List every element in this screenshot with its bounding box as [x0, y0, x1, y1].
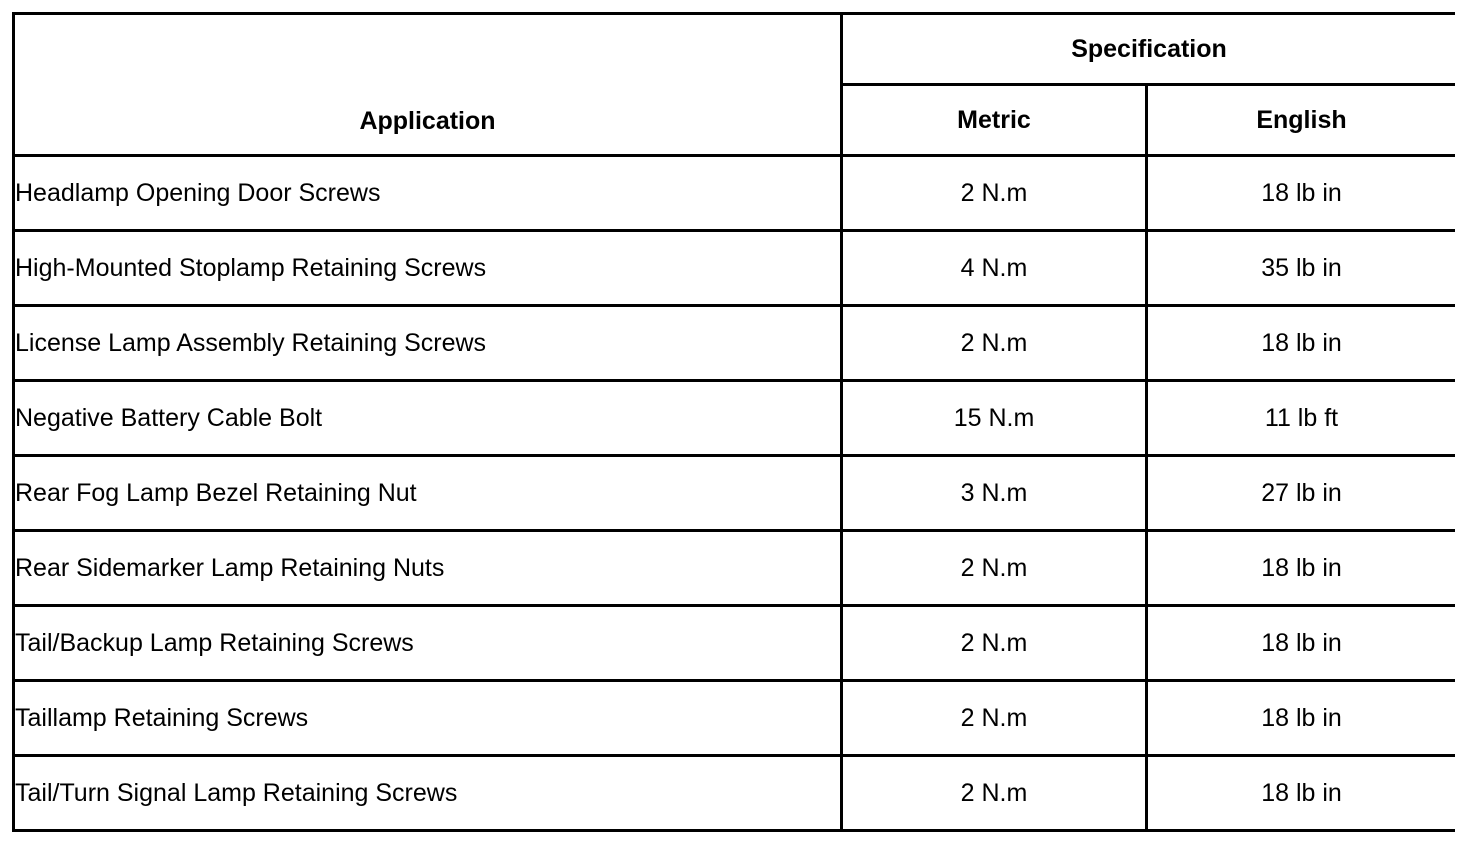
- application-cell: Tail/Backup Lamp Retaining Screws: [14, 606, 842, 681]
- metric-cell: 2 N.m: [842, 606, 1147, 681]
- english-cell: 27 lb in: [1147, 456, 1456, 531]
- english-cell: 18 lb in: [1147, 681, 1456, 756]
- application-cell: High-Mounted Stoplamp Retaining Screws: [14, 231, 842, 306]
- english-cell: 18 lb in: [1147, 606, 1456, 681]
- spec-table-container: [12, 12, 1455, 852]
- application-cell: Taillamp Retaining Screws: [14, 681, 842, 756]
- header-row-top: [14, 14, 1456, 85]
- table-row: [14, 156, 1456, 231]
- english-cell: 18 lb in: [1147, 756, 1456, 831]
- table-row: [14, 531, 1456, 606]
- specification-header: Specification: [842, 14, 1456, 85]
- metric-cell: 2 N.m: [842, 756, 1147, 831]
- metric-header: Metric: [842, 85, 1147, 156]
- english-cell: 11 lb ft: [1147, 381, 1456, 456]
- table-row: [14, 306, 1456, 381]
- english-cell: 18 lb in: [1147, 156, 1456, 231]
- application-header-label: Application: [359, 107, 496, 135]
- metric-cell: 2 N.m: [842, 306, 1147, 381]
- english-cell: 18 lb in: [1147, 306, 1456, 381]
- metric-cell: 2 N.m: [842, 531, 1147, 606]
- english-header: English: [1147, 85, 1456, 156]
- application-cell: Negative Battery Cable Bolt: [14, 381, 842, 456]
- application-cell: Rear Fog Lamp Bezel Retaining Nut: [14, 456, 842, 531]
- application-header: [14, 14, 842, 156]
- english-cell: 35 lb in: [1147, 231, 1456, 306]
- table-row: [14, 231, 1456, 306]
- torque-spec-table: [12, 12, 1455, 832]
- metric-cell: 2 N.m: [842, 156, 1147, 231]
- table-row: [14, 606, 1456, 681]
- metric-cell: 3 N.m: [842, 456, 1147, 531]
- application-cell: Tail/Turn Signal Lamp Retaining Screws: [14, 756, 842, 831]
- table-row: [14, 756, 1456, 831]
- application-cell: Rear Sidemarker Lamp Retaining Nuts: [14, 531, 842, 606]
- english-cell: 18 lb in: [1147, 531, 1456, 606]
- table-row: [14, 681, 1456, 756]
- metric-cell: 4 N.m: [842, 231, 1147, 306]
- metric-cell: 15 N.m: [842, 381, 1147, 456]
- application-cell: License Lamp Assembly Retaining Screws: [14, 306, 842, 381]
- metric-cell: 2 N.m: [842, 681, 1147, 756]
- table-row: [14, 456, 1456, 531]
- application-cell: Headlamp Opening Door Screws: [14, 156, 842, 231]
- table-row: [14, 381, 1456, 456]
